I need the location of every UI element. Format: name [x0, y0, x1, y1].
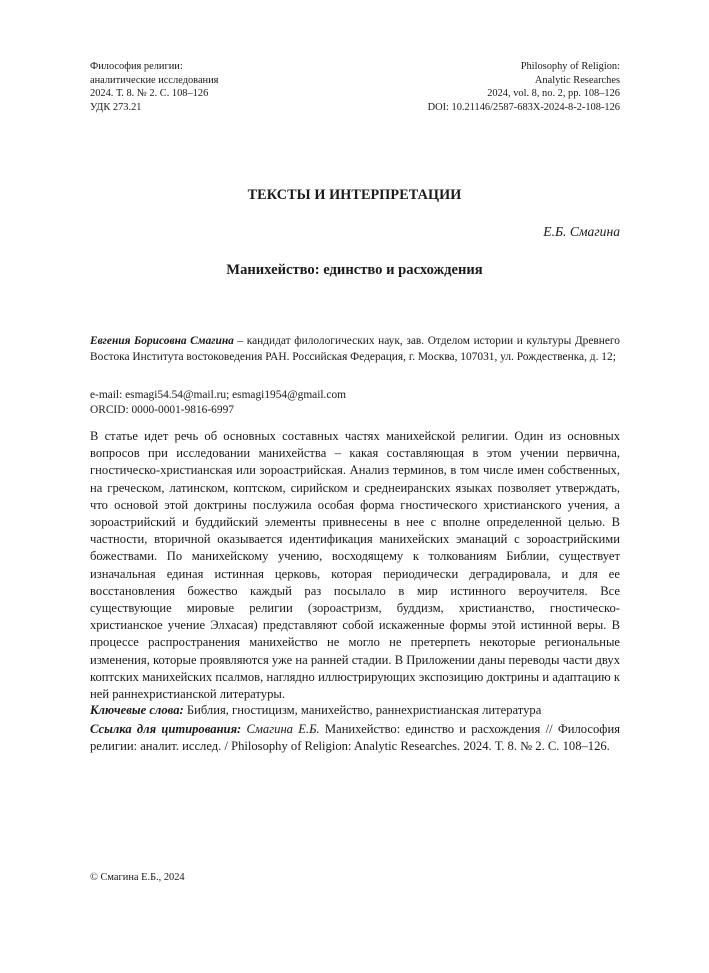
journal-info-ru	[90, 60, 218, 114]
keywords-text: Библия, гностицизм, манихейство, раннехристианская литература	[183, 703, 542, 717]
author-name: Е.Б. Смагина	[543, 224, 620, 239]
keywords-label: Ключевые слова:	[90, 703, 184, 717]
author-contacts	[90, 388, 620, 418]
copyright-notice: © Смагина Е.Б., 2024	[90, 872, 185, 883]
journal-name-ru: Философия религии:	[90, 61, 183, 72]
orcid-line: ORCID: 0000-0001-9816-6997	[90, 403, 234, 416]
issue-info-en: 2024, vol. 8, no. 2, pp. 108–126	[487, 88, 620, 100]
keywords	[90, 702, 620, 719]
doi: DOI: 10.21146/2587-683X-2024-8-2-108-126	[427, 101, 620, 113]
udc-code: УДК 273.21	[90, 101, 142, 113]
citation-text: Манихейство: единство и расхождения // Философия религии: аналит. исслед. / Philosophy of Religion: Analytic Researches. 2024. Т. 8. № 2. С. 108–126.	[90, 722, 620, 754]
journal-name-en: Philosophy of Religion:	[520, 61, 620, 72]
journal-info-en	[428, 60, 620, 114]
citation	[90, 721, 620, 755]
issue-info-ru: 2024. Т. 8. № 2. С. 108–126	[90, 88, 209, 100]
email-line: e-mail: esmagi54.54@mail.ru; esmagi1954@gmail.com	[90, 389, 347, 401]
affiliation-text: – кандидат филологических наук, зав. Отделом истории и культуры Древнего Востока Института востоковедения РАН. Российская Федерация, г. Москва, 107031, ул. Рождественка, д. 12;	[90, 335, 620, 363]
article-title: Манихейство: единство и расхождения	[226, 262, 483, 278]
author-full-name: Евгения Борисовна Смагина	[90, 335, 234, 347]
abstract: В статье идет речь об основных составных частях манихейской религии. Один из основных вопросов при исследовании манихейства – какая составляющая в этом учении первична, гностическо-христианская или зороастрийская. Анализ терминов, в том числе имен собственных, на греческом, латинском, коптском, сирийском и среднеиранских языках позволяет утверждать, что основой этой доктрины послужила особая форма гностического христианского учения, а зороастрийский и буддийский элементы привнесены в нее с вполне определенной целью. В частности, вторичной оказывается идентификация манихейских эманаций с зороастрийскими божествами. По манихейскому учению, восходящему к толкованиям Библии, существует изначальная единая истинная церковь, которая периодически деградировала, и для ее восстановления божество каждый раз посылало в мир истинного вероучителя. Все существующие мировые религии (зороастризм, буддизм, христианство, гностическо-христианское учение Элхасая) представляют собой искаженные формы этой истинной веры. В процессе распространения манихейство не могло не претерпеть некоторые региональные изменения, которые проявляются уже на ранней стадии. В Приложении даны переводы части двух коптских манихейских псалмов, наглядно иллюстрирующих экспозицию доктрины и адаптацию к ней раннехристианской литературы.	[90, 429, 620, 702]
journal-subtitle-ru: аналитические исследования	[90, 74, 219, 86]
author-affiliation	[90, 334, 620, 366]
section-heading: ТЕКСТЫ И ИНТЕРПРЕТАЦИИ	[247, 187, 462, 203]
citation-author: Смагина Е.Б.	[241, 722, 320, 736]
journal-subtitle-en: Analytic Researches	[534, 74, 620, 86]
citation-label: Ссылка для цитирования:	[90, 722, 242, 736]
